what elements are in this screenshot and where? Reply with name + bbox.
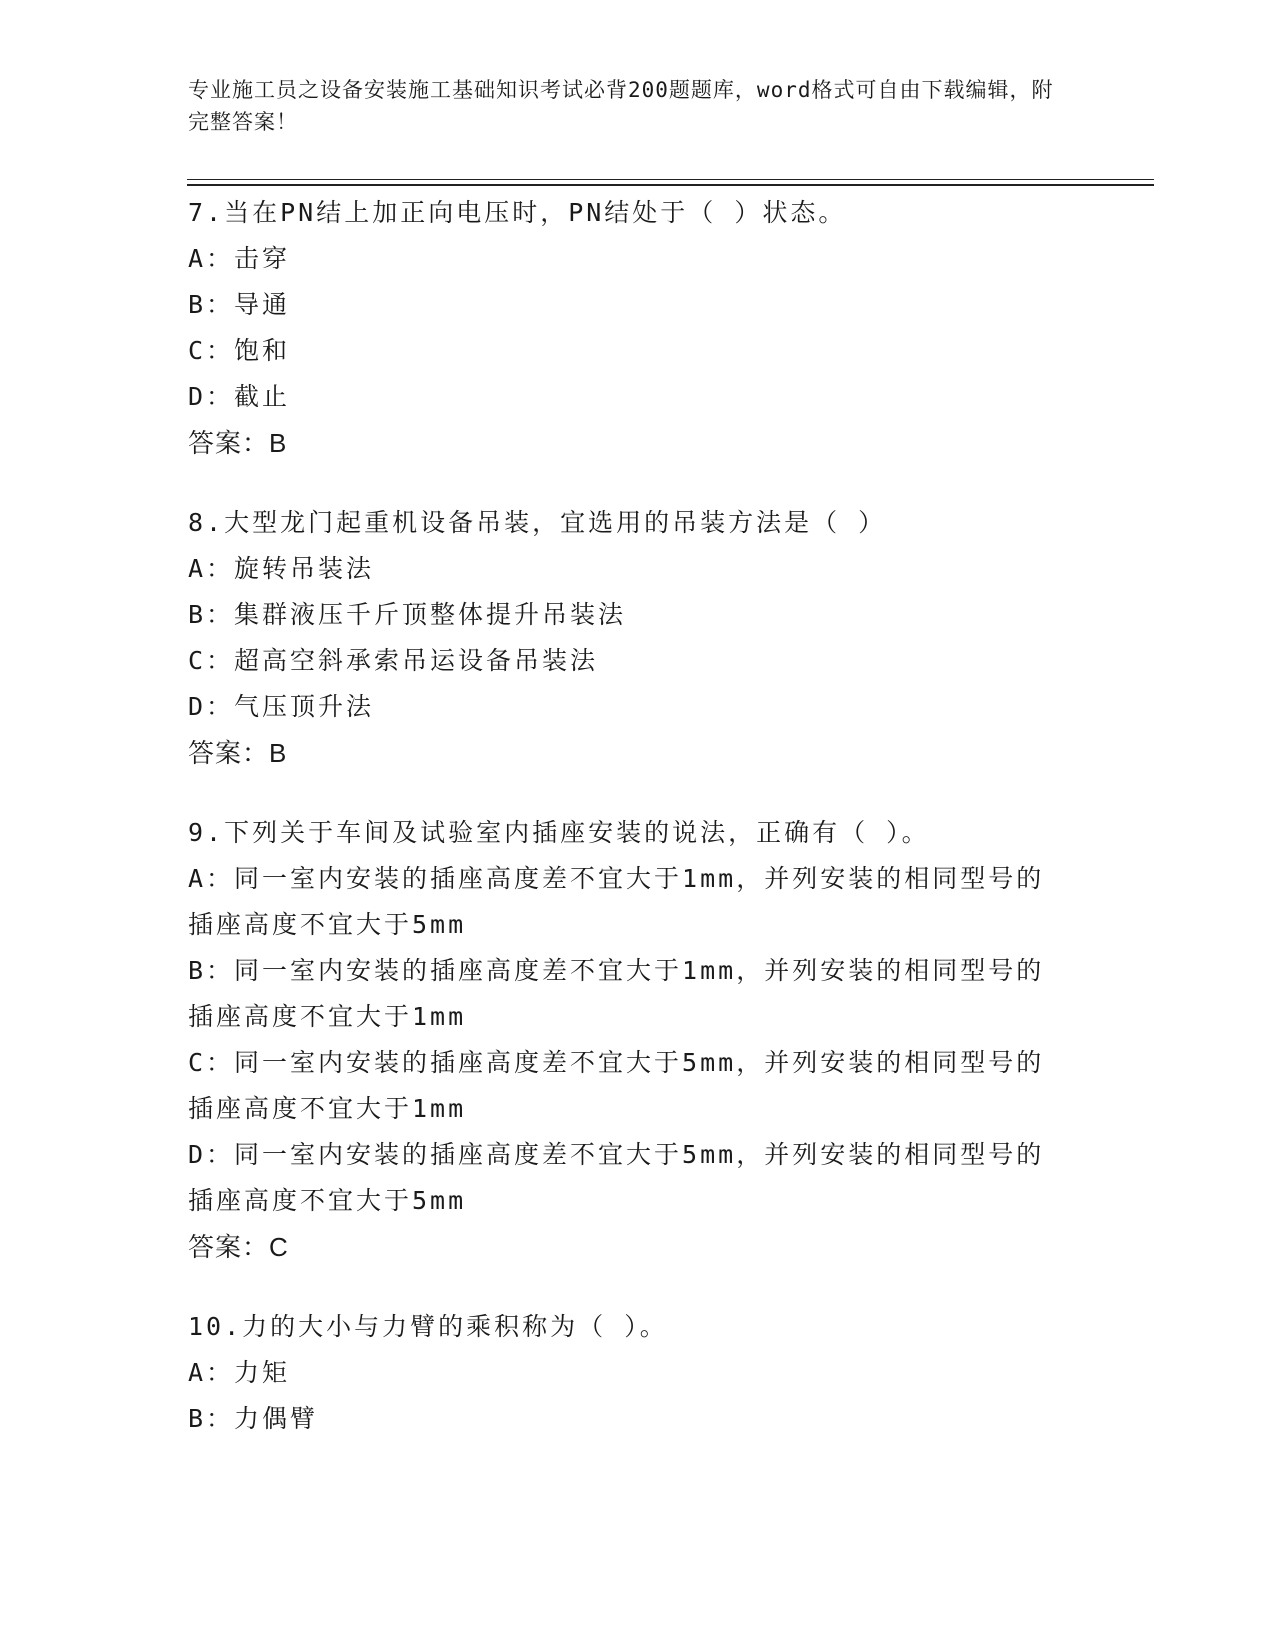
option-c: C：同一室内安装的插座高度差不宜大于5mm，并列安装的相同型号的插座高度不宜大于1mm [188,1048,1045,1123]
document-title: 专业施工员之设备安装施工基础知识考试必背200题题库，word格式可自由下载编辑，附完整答案！ [188,78,1054,134]
option-d: D：截止 [188,382,291,411]
answer-label: 答案：C [188,1232,289,1262]
question-item [188,810,1068,1270]
answer-label: 答案：B [188,428,288,458]
title-divider-thin [187,179,1154,180]
option-b: B：力偶臂 [188,1404,319,1433]
option-b: B：集群液压千斤顶整体提升吊装法 [188,600,627,629]
question-item [188,500,1068,776]
title-divider-thick [187,184,1154,186]
question-stem: 8.大型龙门起重机设备吊装，宜选用的吊装方法是（ ） [188,508,887,537]
option-a: A：力矩 [188,1358,291,1387]
option-a: A：同一室内安装的插座高度差不宜大于1mm，并列安装的相同型号的插座高度不宜大于5mm [188,864,1045,939]
question-item [188,190,1068,466]
option-b: B：导通 [188,290,291,319]
question-stem: 9.下列关于车间及试验室内插座安装的说法，正确有（ ）。 [188,818,930,847]
option-a: A：击穿 [188,244,291,273]
option-c: C：超高空斜承索吊运设备吊装法 [188,646,599,675]
question-stem: 10.力的大小与力臂的乘积称为（ ）。 [188,1312,668,1341]
option-a: A：旋转吊装法 [188,554,375,583]
option-b: B：同一室内安装的插座高度差不宜大于1mm，并列安装的相同型号的插座高度不宜大于1mm [188,956,1045,1031]
question-item [188,1304,1068,1442]
question-stem: 7.当在PN结上加正向电压时，PN结处于（ ）状态。 [188,198,847,227]
option-d: D：气压顶升法 [188,692,375,721]
answer-label: 答案：B [188,738,288,768]
option-d: D：同一室内安装的插座高度差不宜大于5mm，并列安装的相同型号的插座高度不宜大于5mm [188,1140,1045,1215]
option-c: C：饱和 [188,336,291,365]
question-list [188,190,1068,1476]
